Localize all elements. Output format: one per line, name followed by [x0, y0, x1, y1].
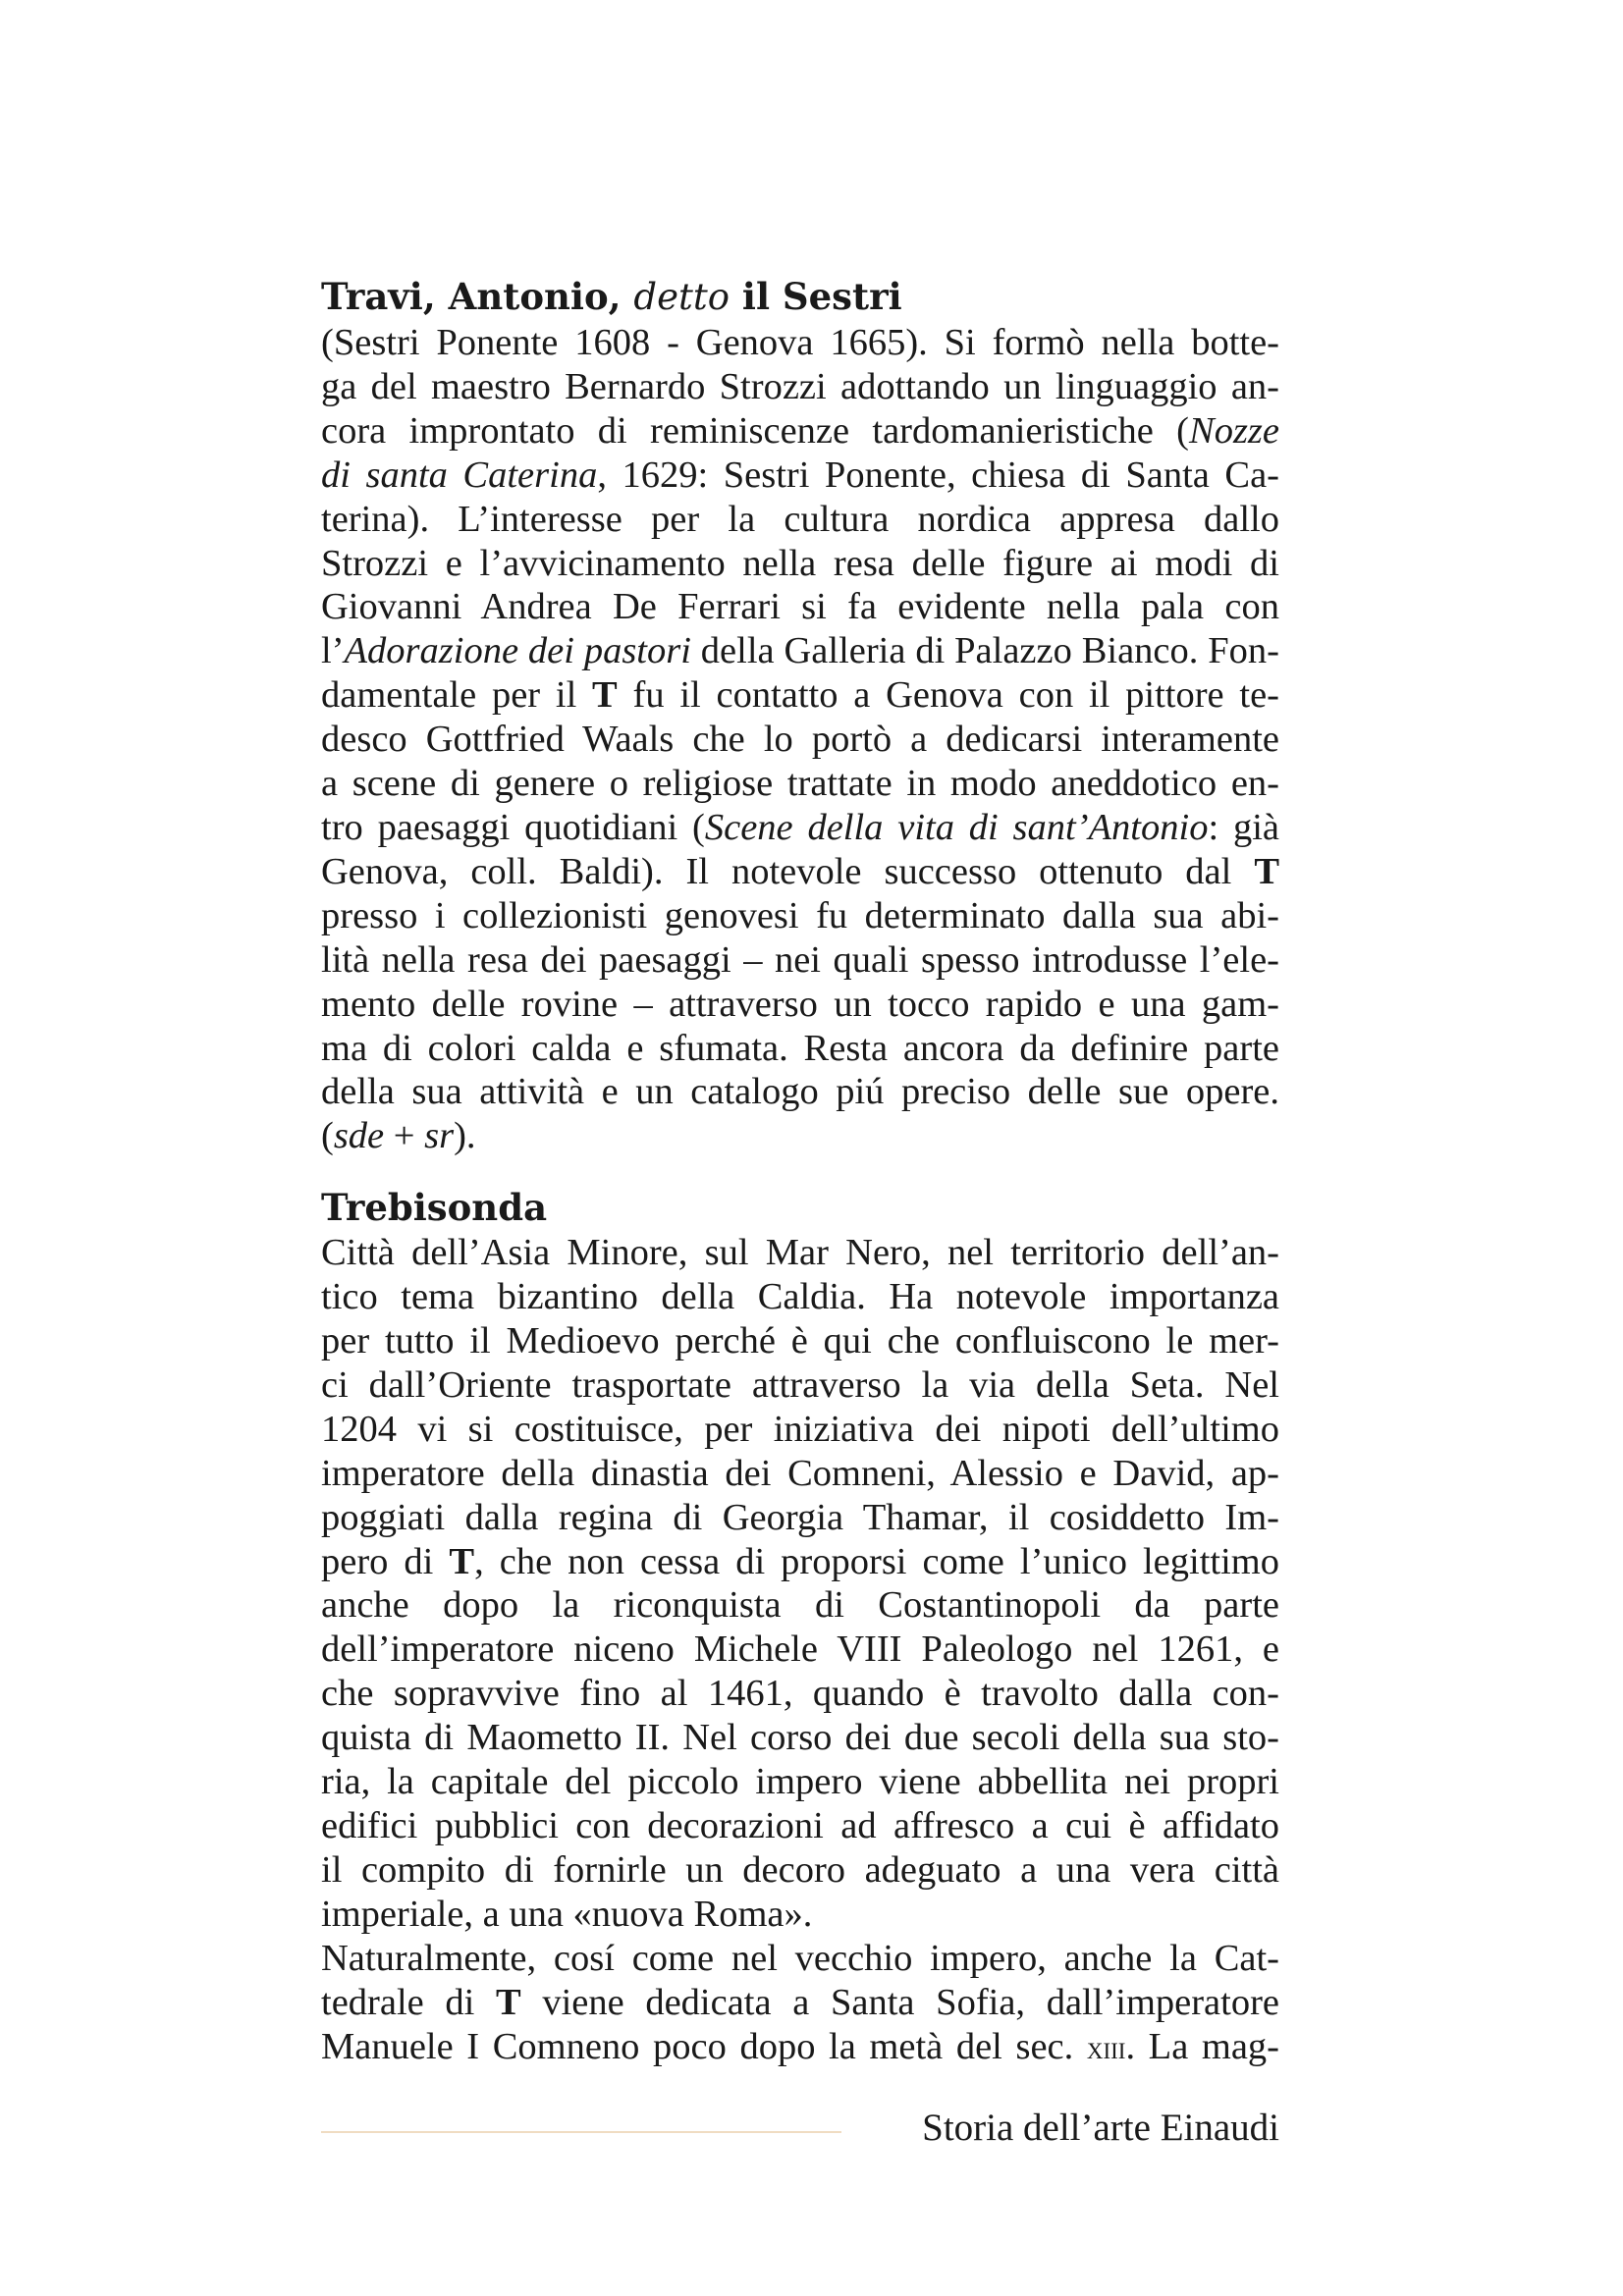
text-line: il compito di fornirle un decoro adeguato a una vera città	[321, 1848, 1279, 1891]
entry-body	[321, 1231, 1279, 2070]
text-line: imperiale, a una «nuova Roma».	[321, 1893, 813, 1935]
text-line: lità nella resa dei paesaggi – nei quali spesso introdusse l’ele-	[321, 938, 1279, 981]
entry-trebisonda	[321, 1184, 1279, 2070]
text-line: tedrale di T viene dedicata a Santa Sofia, dall’imperatore	[321, 1981, 1279, 2023]
text-line: terina). L’interesse per la cultura nordica appresa dallo	[321, 498, 1279, 540]
text-line: ma di colori calda e sfumata. Resta ancora da definire parte	[321, 1027, 1279, 1069]
entry-title	[321, 273, 1279, 321]
text-line: l’Adorazione dei pastori della Galleria di Palazzo Bianco. Fon-	[321, 630, 1279, 672]
entry-title-name: Trebisonda	[321, 1186, 548, 1230]
text-line: tro paesaggi quotidiani (Scene della vita di sant’Antonio: già	[321, 806, 1279, 848]
text-line: mento delle rovine – attraverso un tocco rapido e una gam-	[321, 983, 1279, 1025]
entry-travi	[321, 273, 1279, 1158]
text-line: Manuele I Comneno poco dopo la metà del sec. xiii. La mag-	[321, 2025, 1279, 2067]
text-line: della sua attività e un catalogo piú preciso delle sue opere.	[321, 1071, 1279, 1113]
entry-title	[321, 1184, 1279, 1231]
text-line: Naturalmente, cosí come nel vecchio impero, anche la Cat-	[321, 1937, 1279, 1979]
text-line: pero di T, che non cessa di proporsi come l’unico legittimo	[321, 1540, 1279, 1582]
text-line: desco Gottfried Waals che lo portò a dedicarsi interamente	[321, 719, 1279, 761]
footer-rule	[321, 2131, 841, 2133]
text-line: quista di Maometto II. Nel corso dei due secoli della sua sto-	[321, 1717, 1279, 1759]
entry-title-detto: detto	[633, 276, 730, 318]
text-line: Genova, coll. Baldi). Il notevole successo ottenuto dal T	[321, 850, 1279, 892]
text-line: imperatore della dinastia dei Comneni, Alessio e David, ap-	[321, 1452, 1279, 1494]
text-line: anche dopo la riconquista di Costantinopoli da parte	[321, 1584, 1279, 1627]
text-line: che sopravvive fino al 1461, quando è travolto dalla con-	[321, 1673, 1279, 1715]
text-line: presso i collezionisti genovesi fu determinato dalla sua abi-	[321, 894, 1279, 936]
text-line: ga del maestro Bernardo Strozzi adottando un linguaggio an-	[321, 365, 1279, 407]
text-line: Città dell’Asia Minore, sul Mar Nero, nel territorio dell’an-	[321, 1232, 1279, 1274]
text-line: (sde + sr).	[321, 1115, 476, 1157]
text-line: (Sestri Ponente 1608 - Genova 1665). Si formò nella botte-	[321, 322, 1279, 363]
page-footer	[321, 2104, 1279, 2153]
text-line: per tutto il Medioevo perché è qui che confluiscono le mer-	[321, 1320, 1279, 1362]
footer-label: Storia dell’arte Einaudi	[922, 2107, 1279, 2149]
entry-title-rest: il Sestri	[741, 275, 902, 318]
text-line: Giovanni Andrea De Ferrari si fa evidente nella pala con	[321, 586, 1279, 628]
text-line: edifici pubblici con decorazioni ad affresco a cui è affidato	[321, 1805, 1279, 1846]
text-line: a scene di genere o religiose trattate in modo aneddotico en-	[321, 763, 1279, 805]
text-line: ci dall’Oriente trasportate attraverso la via della Seta. Nel	[321, 1363, 1279, 1406]
text-line: di santa Caterina, 1629: Sestri Ponente, chiesa di Santa Ca-	[321, 454, 1279, 496]
text-line: dell’imperatore niceno Michele VIII Paleologo nel 1261, e	[321, 1629, 1279, 1671]
text-line: damentale per il T fu il contatto a Genova con il pittore te-	[321, 674, 1279, 717]
text-line: cora improntato di reminiscenze tardomanieristiche (Nozze	[321, 409, 1279, 452]
text-line: tico tema bizantino della Caldia. Ha notevole importanza	[321, 1276, 1279, 1318]
entry-body	[321, 321, 1279, 1158]
entry-title-name: Travi, Antonio,	[321, 275, 622, 318]
text-line: ria, la capitale del piccolo impero viene abbellita nei propri	[321, 1761, 1279, 1803]
text-line: poggiati dalla regina di Georgia Thamar, il cosiddetto Im-	[321, 1496, 1279, 1538]
page-content	[321, 273, 1279, 2070]
text-line: Strozzi e l’avvicinamento nella resa delle figure ai modi di	[321, 542, 1279, 584]
text-line: 1204 vi si costituisce, per iniziativa dei nipoti dell’ultimo	[321, 1408, 1279, 1450]
